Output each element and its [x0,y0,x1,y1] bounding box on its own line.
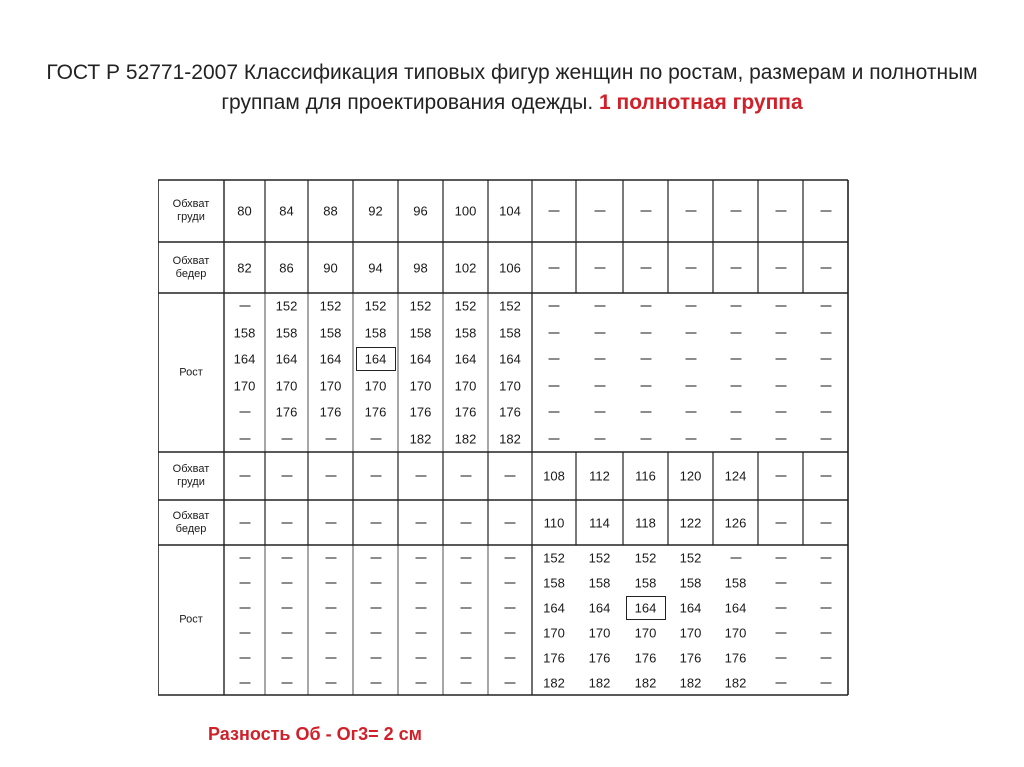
empty-dash [685,359,696,360]
height-value: 182 [543,675,565,690]
empty-dash [775,267,786,268]
empty-dash [549,267,560,268]
height-value: 182 [679,675,702,690]
height-value: 170 [409,378,432,394]
empty-dash [460,632,471,633]
height-value: 176 [275,404,298,420]
empty-dash [594,332,605,333]
empty-dash [820,211,831,212]
empty-dash [775,332,786,333]
difference-note: Разность Об - Ог3= 2 см [208,724,422,744]
empty-dash [685,211,696,212]
empty-dash [239,438,250,439]
title-accent: 1 полнотная группа [599,91,803,114]
height-value: 164 [364,351,387,367]
height-value: 164 [634,600,657,615]
chest-value: 112 [589,468,610,484]
empty-dash [549,359,560,360]
empty-dash [685,385,696,386]
height-value: 152 [588,550,611,565]
empty-dash [820,412,831,413]
empty-dash [460,557,471,558]
empty-dash [730,359,741,360]
height-value: 164 [454,351,477,367]
empty-dash [460,476,471,477]
empty-dash [370,557,381,558]
height-value: 158 [364,325,387,341]
hips-value: 122 [679,515,702,530]
height-value: 176 [364,404,387,420]
empty-dash [640,306,651,307]
empty-dash [730,385,741,386]
empty-dash [775,582,786,583]
empty-dash [415,632,426,633]
row-label-height: Рост [179,366,203,378]
empty-dash [370,522,381,523]
empty-dash [685,332,696,333]
page-title [40,58,984,118]
empty-dash [281,682,292,683]
empty-dash [370,582,381,583]
empty-dash [281,522,292,523]
height-value: 158 [679,575,702,590]
empty-dash [820,385,831,386]
empty-dash [640,412,651,413]
empty-dash [239,557,250,558]
height-value: 182 [634,675,657,690]
chest-value: 96 [413,203,428,219]
empty-dash [775,557,786,558]
empty-dash [640,211,651,212]
empty-dash [820,682,831,683]
chest-value: 108 [543,468,565,484]
empty-dash [415,522,426,523]
height-value: 164 [679,600,702,615]
hips-value: 118 [635,515,656,530]
empty-dash [415,657,426,658]
empty-dash [775,522,786,523]
empty-dash [730,557,741,558]
empty-dash [415,682,426,683]
height-value: 170 [724,625,747,640]
empty-dash [775,385,786,386]
empty-dash [415,582,426,583]
empty-dash [594,267,605,268]
height-value: 170 [499,378,521,394]
empty-dash [775,306,786,307]
height-value: 170 [634,625,657,640]
empty-dash [775,476,786,477]
empty-dash [730,267,741,268]
height-value: 158 [499,325,521,341]
empty-dash [281,557,292,558]
row-label-height: Рост [179,613,203,626]
empty-dash [820,657,831,658]
empty-dash [325,582,336,583]
empty-dash [281,657,292,658]
empty-dash [549,306,560,307]
height-value: 158 [634,575,657,590]
empty-dash [640,332,651,333]
table-grid-lines [158,150,868,700]
height-value: 182 [499,431,521,447]
empty-dash [460,582,471,583]
empty-dash [549,211,560,212]
height-value: 152 [634,550,657,565]
hips-value: 98 [413,260,428,275]
base-size-highlight [356,347,396,371]
height-value: 170 [275,378,298,394]
height-value: 152 [499,298,521,314]
empty-dash [594,211,605,212]
empty-dash [775,211,786,212]
height-value: 182 [454,431,477,447]
empty-dash [415,557,426,558]
height-value: 182 [409,431,432,447]
empty-dash [460,682,471,683]
empty-dash [325,632,336,633]
height-value: 176 [499,404,521,420]
chest-value: 104 [499,203,521,219]
height-value: 170 [319,378,342,394]
chest-value: 100 [454,203,477,219]
empty-dash [730,412,741,413]
empty-dash [370,682,381,683]
empty-dash [325,438,336,439]
height-value: 164 [588,600,611,615]
empty-dash [505,476,516,477]
hips-value: 102 [454,260,477,275]
chest-value: 124 [724,468,747,484]
height-value: 176 [679,650,702,665]
height-value: 152 [409,298,432,314]
empty-dash [820,438,831,439]
height-value: 158 [319,325,342,341]
empty-dash [505,582,516,583]
row-label-chest: Обхват груди [172,198,210,223]
empty-dash [460,522,471,523]
empty-dash [730,332,741,333]
chest-value: 92 [368,203,383,219]
height-value: 158 [724,575,747,590]
empty-dash [281,582,292,583]
empty-dash [325,682,336,683]
height-value: 164 [233,351,256,367]
empty-dash [640,267,651,268]
empty-dash [505,657,516,658]
height-value: 164 [499,351,521,367]
empty-dash [239,657,250,658]
row-label-chest: Обхват груди [172,463,210,488]
height-value: 182 [724,675,747,690]
height-value: 152 [454,298,477,314]
empty-dash [820,557,831,558]
empty-dash [775,657,786,658]
height-value: 158 [409,325,432,341]
empty-dash [281,438,292,439]
empty-dash [325,657,336,658]
chest-value: 120 [679,468,702,484]
empty-dash [460,657,471,658]
hips-value: 110 [543,515,565,530]
height-value: 170 [679,625,702,640]
empty-dash [370,476,381,477]
height-value: 158 [233,325,256,341]
empty-dash [775,632,786,633]
empty-dash [820,607,831,608]
empty-dash [415,607,426,608]
height-value: 152 [543,550,565,565]
hips-value: 114 [589,515,610,530]
hips-value: 94 [368,260,383,275]
empty-dash [370,607,381,608]
base-size-highlight [626,596,666,620]
empty-dash [640,385,651,386]
empty-dash [640,359,651,360]
empty-dash [594,385,605,386]
empty-dash [549,438,560,439]
empty-dash [505,607,516,608]
empty-dash [775,438,786,439]
height-value: 182 [588,675,611,690]
height-value: 158 [454,325,477,341]
height-value: 158 [275,325,298,341]
empty-dash [505,632,516,633]
empty-dash [281,476,292,477]
empty-dash [460,607,471,608]
empty-dash [730,306,741,307]
empty-dash [239,632,250,633]
empty-dash [820,582,831,583]
height-value: 176 [319,404,342,420]
empty-dash [370,632,381,633]
height-value: 164 [724,600,747,615]
hips-value: 82 [237,260,252,275]
empty-dash [325,522,336,523]
height-value: 164 [275,351,298,367]
empty-dash [685,306,696,307]
height-value: 170 [364,378,387,394]
height-value: 176 [724,650,747,665]
empty-dash [505,682,516,683]
chest-value: 80 [237,203,252,219]
empty-dash [820,359,831,360]
height-value: 158 [588,575,611,590]
scanned-size-table [158,150,868,700]
empty-dash [505,522,516,523]
height-value: 152 [679,550,702,565]
empty-dash [415,476,426,477]
empty-dash [594,412,605,413]
height-value: 164 [409,351,432,367]
row-label-hips: Обхват бедер [172,254,210,280]
empty-dash [820,332,831,333]
empty-dash [505,557,516,558]
empty-dash [820,306,831,307]
height-value: 176 [634,650,657,665]
empty-dash [775,359,786,360]
empty-dash [325,557,336,558]
empty-dash [239,607,250,608]
height-value: 164 [319,351,342,367]
height-value: 170 [588,625,611,640]
empty-dash [370,438,381,439]
empty-dash [549,332,560,333]
height-value: 164 [543,600,565,615]
height-value: 158 [543,575,565,590]
empty-dash [685,267,696,268]
height-value: 176 [409,404,432,420]
row-label-hips: Обхват бедер [172,509,210,535]
height-value: 152 [364,298,387,314]
hips-value: 126 [724,515,747,530]
empty-dash [730,211,741,212]
chest-value: 84 [279,203,294,219]
empty-dash [685,412,696,413]
height-value: 176 [543,650,565,665]
height-value: 170 [543,625,565,640]
height-value: 176 [454,404,477,420]
empty-dash [239,306,250,307]
empty-dash [239,412,250,413]
height-value: 170 [454,378,477,394]
empty-dash [730,438,741,439]
hips-value: 106 [499,260,521,275]
empty-dash [325,607,336,608]
empty-dash [549,385,560,386]
height-value: 152 [319,298,342,314]
empty-dash [239,522,250,523]
empty-dash [281,607,292,608]
empty-dash [640,438,651,439]
empty-dash [594,359,605,360]
height-value: 176 [588,650,611,665]
chest-value: 116 [635,468,656,484]
title-text: ГОСТ Р 52771-2007 Классификация типовых фигур женщин по ростам, размерам и полнотным группам для проектирования одежды. [46,61,978,114]
empty-dash [820,476,831,477]
empty-dash [775,682,786,683]
empty-dash [281,632,292,633]
empty-dash [820,267,831,268]
empty-dash [775,412,786,413]
hips-value: 90 [323,260,338,275]
empty-dash [370,657,381,658]
empty-dash [239,582,250,583]
empty-dash [239,476,250,477]
empty-dash [325,476,336,477]
empty-dash [820,522,831,523]
empty-dash [549,412,560,413]
empty-dash [775,607,786,608]
empty-dash [820,632,831,633]
height-value: 152 [275,298,298,314]
chest-value: 88 [323,203,338,219]
hips-value: 86 [279,260,294,275]
empty-dash [594,438,605,439]
empty-dash [594,306,605,307]
height-value: 170 [233,378,256,394]
empty-dash [685,438,696,439]
empty-dash [239,682,250,683]
